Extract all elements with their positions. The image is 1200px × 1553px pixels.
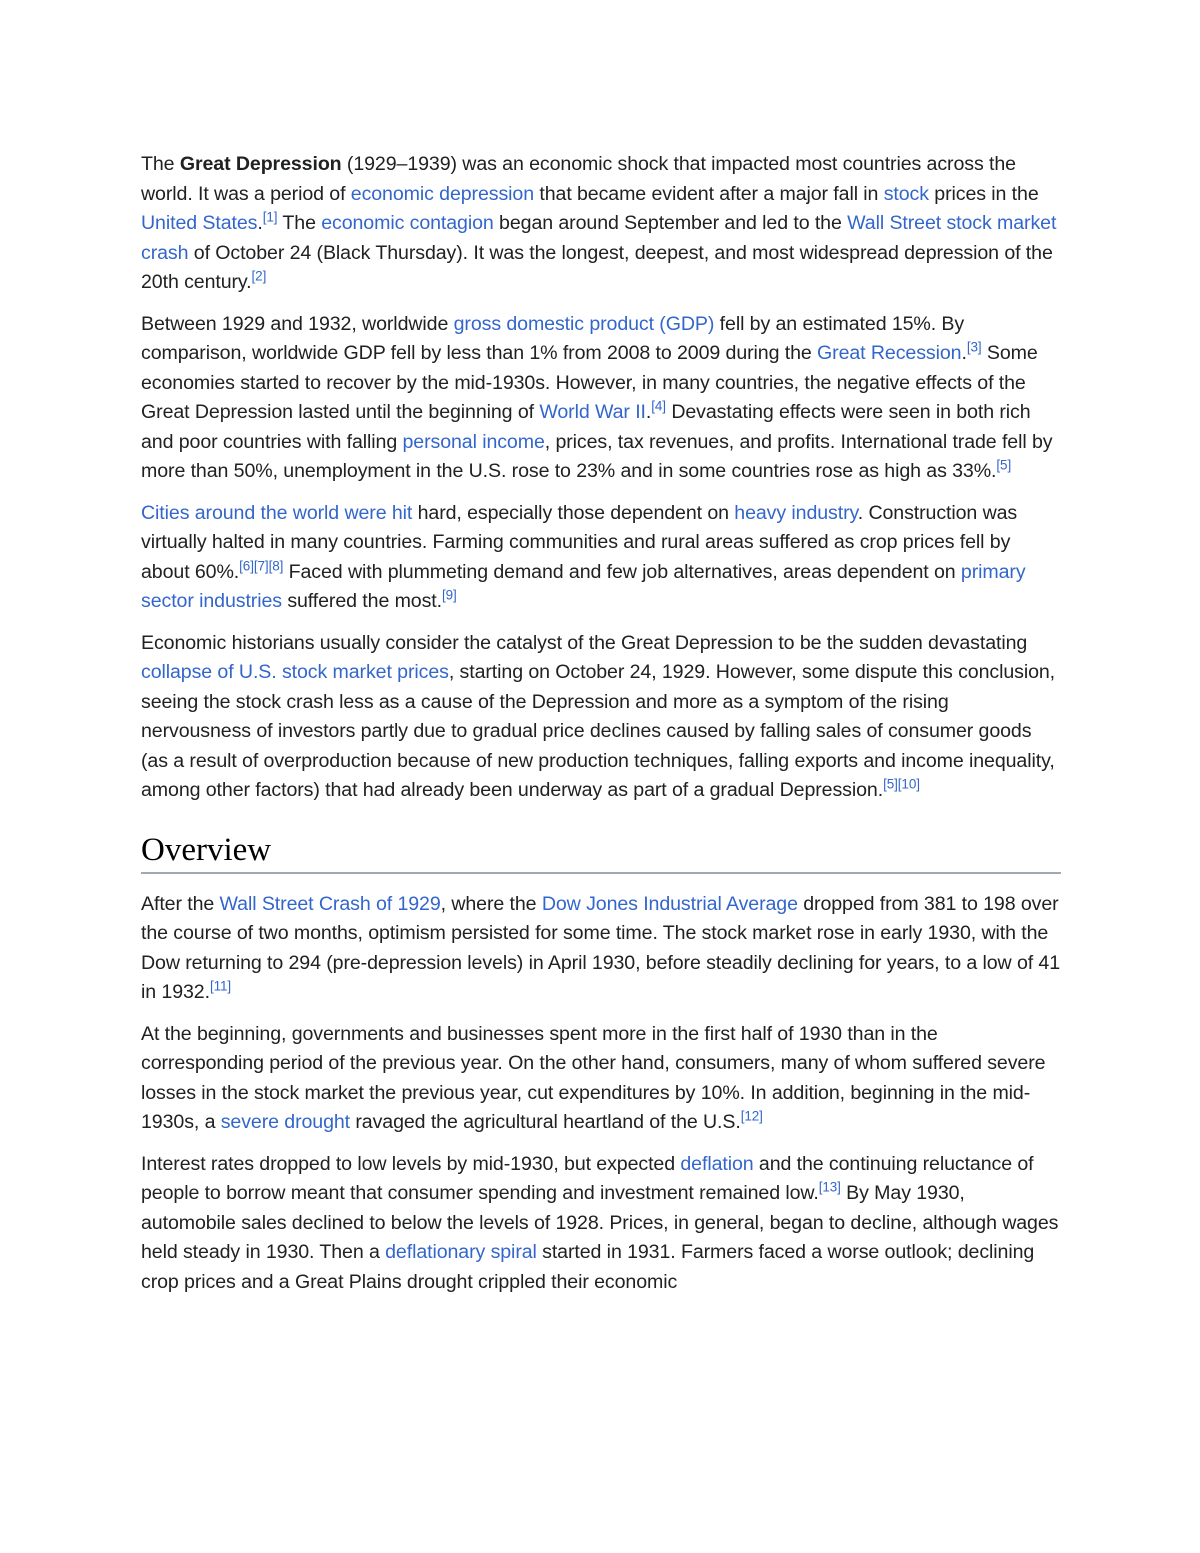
text: hard, especially those dependent on [412,501,735,524]
text: By May 1930, automobile sales declined to below the levels of 1928. Prices, in general, began to decline, although wages held steady in 1930. Then a [141,1182,1059,1263]
citation-7[interactable]: [7] [253,557,269,573]
text: suffered the most. [281,590,442,612]
citation-3[interactable]: [3] [966,339,982,355]
citation-11[interactable]: [11] [209,978,232,994]
text: At the beginning, governments and businesses spent more in the first half of 1930 than in the corresponding period of the previous year. On the other hand, consumers, many of whom suffered severe losses in the stock market the previous year, cut expenditures by 10%. In addition, beginning in the mid-1930s, a [141,1022,1046,1133]
article-subject-bold: Great Depression [179,153,342,175]
text: Economic historians usually consider the catalyst of the Great Depression to be the sudden devastating [141,631,1028,654]
text: ravaged the agricultural heartland of the U.S. [350,1111,741,1133]
link-cities-hit[interactable]: Cities around the world were hit [141,501,413,524]
text: . [645,401,652,423]
link-wall-street-crash-1929[interactable]: Wall Street Crash of 1929 [219,892,441,915]
link-heavy-industry[interactable]: heavy industry [734,501,858,524]
text: . Construction was virtually halted in many countries. Farming communities and rural areas suffered as crop prices fell by about 60%. [141,501,1018,583]
overview-paragraph-1 [141,890,1061,1008]
text: Devastating effects were seen in both rich and poor countries with falling [141,401,1031,453]
text: . [961,342,967,364]
citation-1[interactable]: [1] [262,209,278,225]
text: prices in the [928,182,1039,205]
intro-paragraph-1 [141,150,1061,298]
text: Interest rates dropped to low levels by mid-1930, but expected [141,1152,681,1175]
intro-paragraph-2 [141,310,1061,487]
link-united-states[interactable]: United States [141,212,258,234]
text: Some economies started to recover by the mid-1930s. However, in many countries, the negative effects of the Great Depression lasted until the beginning of [141,342,1038,423]
link-world-war-ii[interactable]: World War II [539,401,646,423]
link-gdp[interactable]: gross domestic product (GDP) [453,312,715,335]
citation-9[interactable]: [9] [442,587,457,603]
text: After the [141,892,220,915]
text: fell by an estimated 15%. By comparison, worldwide GDP fell by less than 1% from 2008 to 2009 during the [141,312,965,364]
link-market-collapse[interactable]: collapse of U.S. stock market prices [141,661,449,683]
text: dropped from 381 to 198 over the course of two months, optimism persisted for some time. The stock market rose in early 1930, with the Dow returning to 294 (pre-depression levels) in April 1930, before steadily declining for years, to a low of 41 in 1932. [141,892,1061,1003]
citation-2[interactable]: [2] [251,268,267,284]
link-dow-jones[interactable]: Dow Jones Industrial Average [541,892,798,915]
section-heading-overview: Overview [141,830,1061,874]
text: , where the [440,892,542,915]
citation-5[interactable]: [5] [883,776,898,792]
text: of October 24 (Black Thursday). It was the longest, deepest, and most widespread depression of the 20th century. [141,241,1053,293]
citation-6[interactable]: [6] [239,557,254,573]
link-stock[interactable]: stock [883,182,929,205]
link-economic-contagion[interactable]: economic contagion [321,212,494,234]
link-economic-depression[interactable]: economic depression [350,182,535,205]
citation-5[interactable]: [5] [996,457,1012,473]
citation-12[interactable]: [12] [740,1108,763,1124]
overview-paragraph-2 [141,1020,1061,1138]
article-body [141,150,1061,1309]
overview-paragraph-3 [141,1150,1061,1298]
text: Faced with plummeting demand and few job alternatives, areas dependent on [283,560,961,583]
text: Between 1929 and 1932, worldwide [141,312,454,335]
text: and the continuing reluctance of people to borrow meant that consumer spending and investment remained low. [141,1152,1034,1204]
link-personal-income[interactable]: personal income [402,430,545,453]
link-deflationary-spiral[interactable]: deflationary spiral [385,1241,537,1263]
text: , prices, tax revenues, and profits. International trade fell by more than 50%, unemployment in the U.S. rose to 23% and in some countries rose as high as 33%. [141,430,1053,482]
text: The [277,212,322,234]
link-primary-sector[interactable]: primary sector industries [141,560,1026,612]
text: started in 1931. Farmers faced a worse outlook; declining crop prices and a Great Plains drought crippled their economic [141,1241,1035,1293]
citation-10[interactable]: [10] [897,776,920,792]
text: . [257,212,263,234]
link-severe-drought[interactable]: severe drought [220,1111,351,1133]
text: that became evident after a major fall in [534,182,884,205]
text: , starting on October 24, 1929. However, some dispute this conclusion, seeing the stock crash less as a cause of the Depression and more as a symptom of the rising nervousness of investors partly due to gradual price declines caused by falling sales of consumer goods (as a result of overproduction because of new production techniques, falling exports and income inequality, among other factors) that had already been underway as part of a gradual Depression. [141,661,1056,801]
link-deflation[interactable]: deflation [680,1152,754,1175]
intro-paragraph-3 [141,499,1061,617]
citation-8[interactable]: [8] [268,557,284,573]
intro-paragraph-4 [141,629,1061,806]
text: (1929–1939) was an economic shock that impacted most countries across the world. It was a period of [141,153,1016,205]
text: The [141,153,180,175]
text: began around September and led to the [493,212,848,234]
link-great-recession[interactable]: Great Recession [817,342,962,364]
link-wall-street-crash[interactable]: Wall Street stock market crash [141,212,1057,264]
citation-13[interactable]: [13] [818,1179,841,1195]
citation-4[interactable]: [4] [651,398,666,414]
